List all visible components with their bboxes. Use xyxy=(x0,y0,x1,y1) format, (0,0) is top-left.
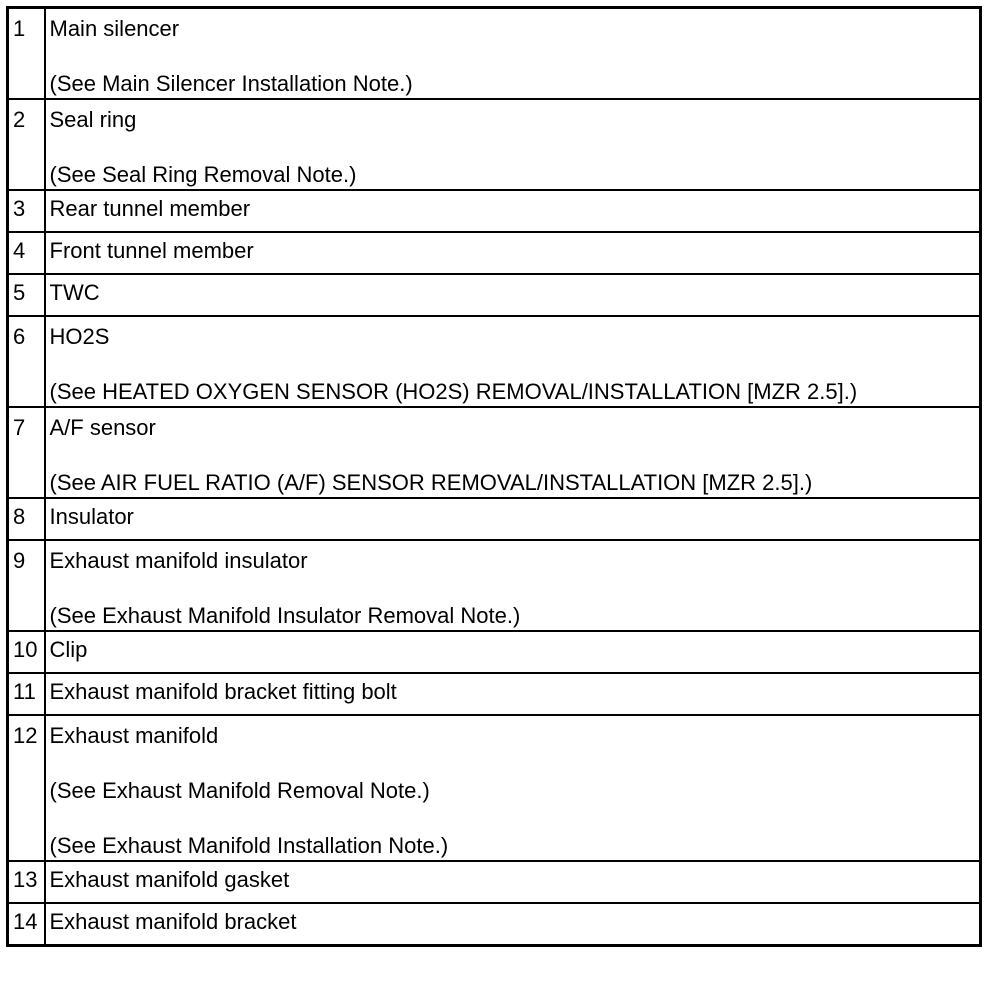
part-name: Exhaust manifold insulator xyxy=(49,548,308,573)
part-name: Insulator xyxy=(49,504,134,529)
part-number: 1 xyxy=(13,16,26,41)
part-name: Exhaust manifold gasket xyxy=(49,867,290,892)
part-number-cell xyxy=(8,498,45,540)
part-number: 9 xyxy=(13,548,26,573)
part-number-cell xyxy=(8,8,45,100)
line-spacer xyxy=(50,134,980,161)
part-number: 12 xyxy=(13,723,38,748)
part-number: 13 xyxy=(13,867,38,892)
part-number: 5 xyxy=(13,280,26,305)
part-name: Rear tunnel member xyxy=(49,196,251,221)
table-row xyxy=(8,232,981,274)
line-spacer xyxy=(50,43,980,70)
part-description-cell xyxy=(45,673,981,715)
table-row xyxy=(8,99,981,190)
part-number: 14 xyxy=(13,909,38,934)
part-description-cell xyxy=(45,903,981,946)
part-number-cell xyxy=(8,316,45,407)
part-number-cell xyxy=(8,715,45,861)
part-description-cell xyxy=(45,861,981,903)
part-number-cell xyxy=(8,274,45,316)
part-number-cell xyxy=(8,407,45,498)
parts-table-body xyxy=(8,8,981,946)
part-name: HO2S xyxy=(49,324,110,349)
part-number-cell xyxy=(8,861,45,903)
table-row xyxy=(8,715,981,861)
part-name: Front tunnel member xyxy=(49,238,254,263)
table-row xyxy=(8,861,981,903)
table-row xyxy=(8,190,981,232)
table-row xyxy=(8,407,981,498)
part-description-cell xyxy=(45,715,981,861)
part-name: TWC xyxy=(49,280,100,305)
part-reference-note: (See AIR FUEL RATIO (A/F) SENSOR REMOVAL/INSTALLATION [MZR 2.5].) xyxy=(49,470,813,495)
part-description-cell xyxy=(45,498,981,540)
part-description-cell xyxy=(45,316,981,407)
part-description-cell xyxy=(45,8,981,100)
part-number-cell xyxy=(8,673,45,715)
part-number-cell xyxy=(8,903,45,946)
part-reference-note: (See Exhaust Manifold Insulator Removal Note.) xyxy=(49,603,521,628)
part-number: 10 xyxy=(13,637,38,662)
part-number: 3 xyxy=(13,196,26,221)
table-row xyxy=(8,8,981,100)
part-name: Clip xyxy=(49,637,88,662)
table-row xyxy=(8,631,981,673)
table-row xyxy=(8,498,981,540)
part-description-cell xyxy=(45,407,981,498)
part-reference-note: (See HEATED OXYGEN SENSOR (HO2S) REMOVAL/INSTALLATION [MZR 2.5].) xyxy=(49,379,858,404)
part-number: 7 xyxy=(13,415,26,440)
part-description-cell xyxy=(45,631,981,673)
part-number: 2 xyxy=(13,107,26,132)
part-name: Seal ring xyxy=(49,107,137,132)
part-number-cell xyxy=(8,99,45,190)
line-spacer xyxy=(50,750,980,777)
part-name: Main silencer xyxy=(49,16,180,41)
part-reference-note: (See Exhaust Manifold Removal Note.) xyxy=(49,778,430,803)
table-row xyxy=(8,903,981,946)
part-name: Exhaust manifold xyxy=(49,723,219,748)
part-number-cell xyxy=(8,190,45,232)
line-spacer xyxy=(50,805,980,832)
part-number: 8 xyxy=(13,504,26,529)
line-spacer xyxy=(50,575,980,602)
part-reference-note: (See Main Silencer Installation Note.) xyxy=(49,71,413,96)
parts-table xyxy=(6,6,982,947)
part-number-cell xyxy=(8,232,45,274)
part-description-cell xyxy=(45,540,981,631)
part-description-cell xyxy=(45,274,981,316)
table-row xyxy=(8,540,981,631)
part-number-cell xyxy=(8,631,45,673)
part-description-cell xyxy=(45,99,981,190)
part-reference-note: (See Seal Ring Removal Note.) xyxy=(49,162,357,187)
part-number: 4 xyxy=(13,238,26,263)
part-number-cell xyxy=(8,540,45,631)
part-number: 11 xyxy=(13,679,36,704)
line-spacer xyxy=(50,351,980,378)
part-description-cell xyxy=(45,190,981,232)
part-description-cell xyxy=(45,232,981,274)
part-name: A/F sensor xyxy=(49,415,156,440)
table-row xyxy=(8,673,981,715)
part-name: Exhaust manifold bracket fitting bolt xyxy=(49,679,397,704)
table-row xyxy=(8,316,981,407)
part-reference-note: (See Exhaust Manifold Installation Note.) xyxy=(49,833,449,858)
part-name: Exhaust manifold bracket xyxy=(49,909,297,934)
part-number: 6 xyxy=(13,324,26,349)
line-spacer xyxy=(50,442,980,469)
table-row xyxy=(8,274,981,316)
